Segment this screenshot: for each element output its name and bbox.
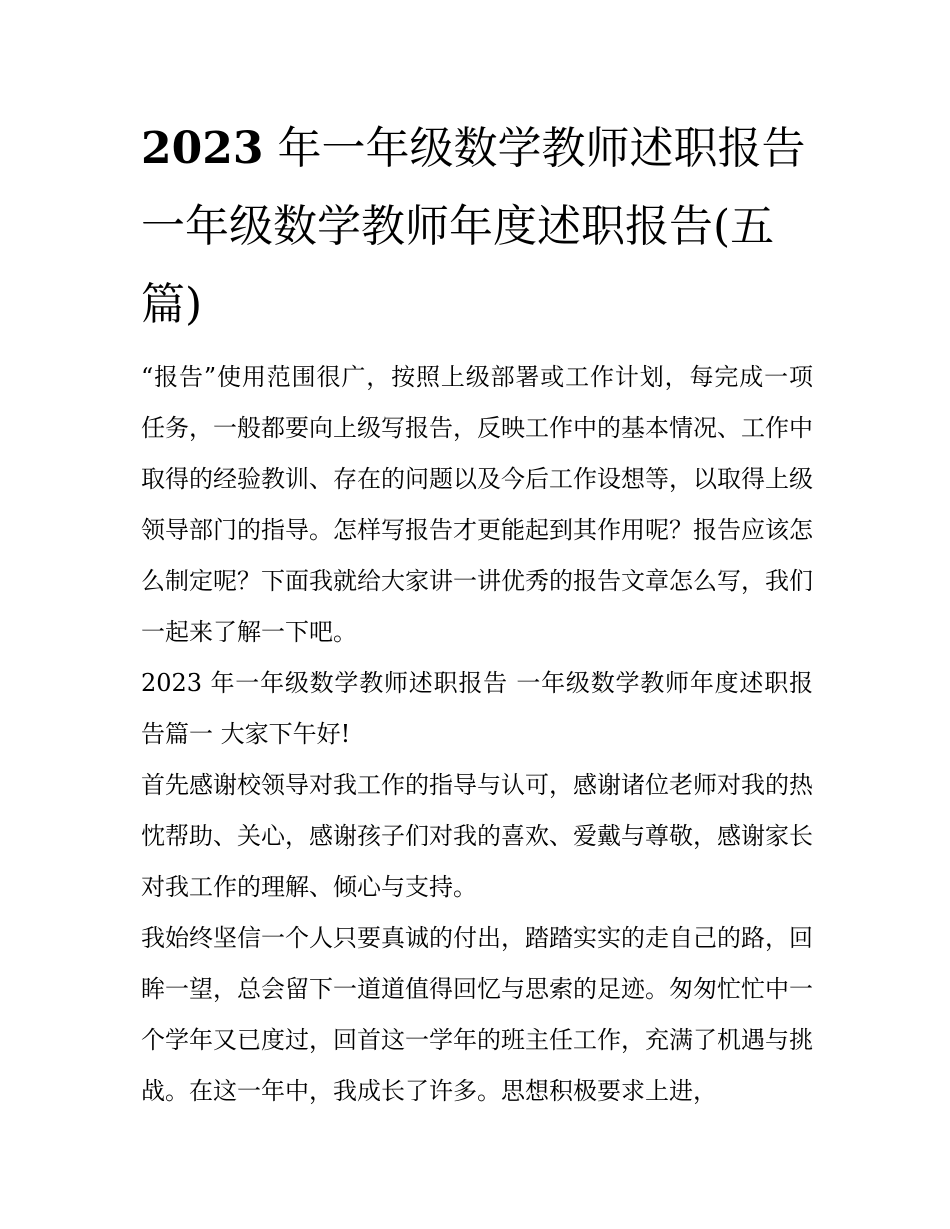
paragraph-intro: “报告”使用范围很广，按照上级部署或工作计划，每完成一项任务，一般都要向上级写报告，反映工作中的基本情况、工作中取得的经验教训、存在的问题以及今后工作设想等，以取得上级领导部门的指导。怎样写报告才更能起到其作用呢？报告应该怎么制定呢？下面我就给大家讲一讲优秀的报告文章怎么写，我们一起来了解一下吧。 — [141, 363, 813, 646]
title-year: 2023 — [141, 123, 264, 174]
document-title — [141, 110, 821, 344]
paragraph-thanks: 首先感谢校领导对我工作的指导与认可，感谢诸位老师对我的热忱帮助、关心，感谢孩子们对我的喜欢、爱戴与尊敬，感谢家长对我工作的理解、倾心与支持。 — [141, 771, 813, 901]
paragraph-reflection: 我始终坚信一个人只要真诚的付出，踏踏实实的走自己的路，回眸一望，总会留下一道道值得回忆与思索的足迹。匆匆忙忙中一个学年又已度过，回首这一学年的班主任工作，充满了机遇与挑战。在这一年中，我成长了许多。思想积极要求上进， — [141, 924, 813, 1105]
document-body — [141, 352, 813, 1117]
paragraph-heading-one: 2023 年一年级数学教师述职报告 一年级数学教师年度述职报告篇一 大家下午好! — [141, 669, 813, 748]
title-text: 年一年级数学教师述职报告 一年级数学教师年度述职报告(五篇) — [141, 123, 806, 330]
